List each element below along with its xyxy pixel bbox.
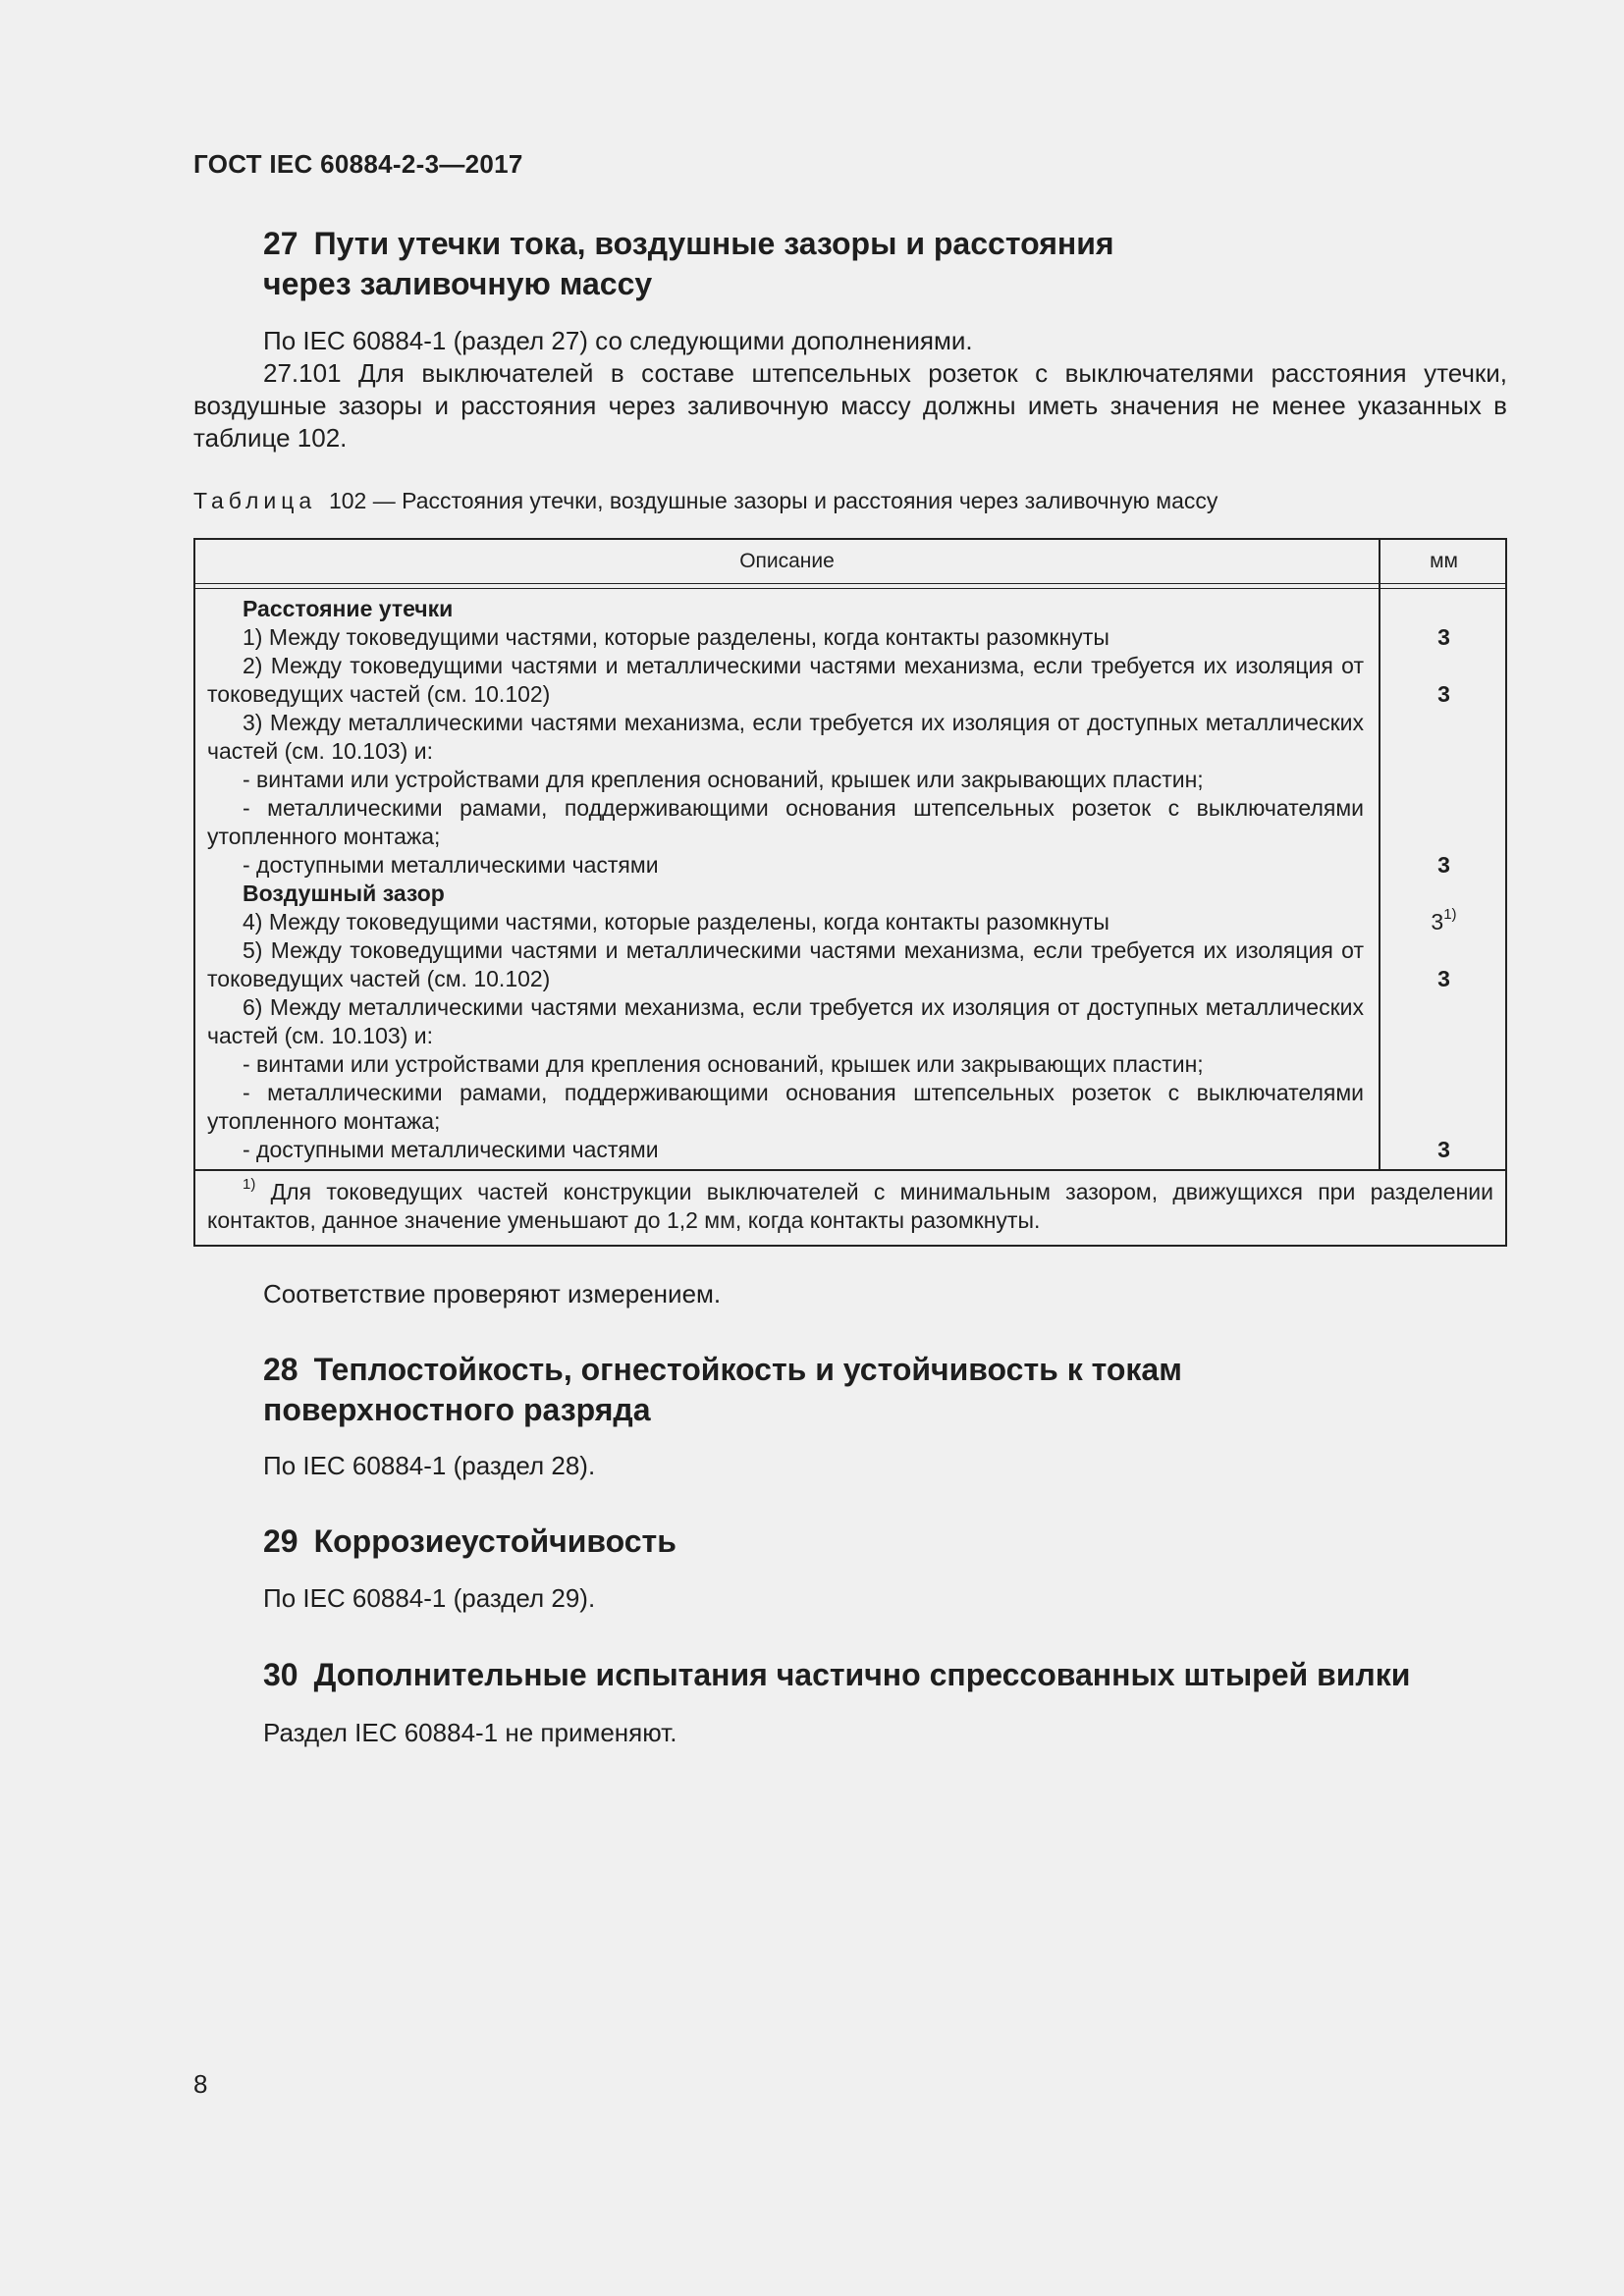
table-row-description: 1) Между токоведущими частями, которые разделены, когда контакты разомкнуты	[243, 624, 1110, 650]
footnote-mark: 1)	[243, 1176, 256, 1194]
table-caption	[193, 487, 1218, 514]
table-caption-word: Таблица	[193, 488, 317, 513]
table-row-value	[1380, 965, 1507, 993]
section-number: 27	[263, 226, 298, 261]
section-title-line2: поверхностного разряда	[263, 1392, 651, 1427]
table-row-description: 3) Между металлическими частями механизма, если требуется их изоляция от доступных металлических частей (см. 10.103) и:	[207, 710, 1364, 764]
table-row-description: - винтами или устройствами для крепления оснований, крышек или закрывающих пластин;	[243, 767, 1204, 792]
value-number: 3	[1437, 681, 1450, 707]
table-row-value-empty	[1380, 1079, 1507, 1107]
table-value-column	[1380, 595, 1507, 1164]
table-row-description: 4) Между токоведущими частями, которые разделены, когда контакты разомкнуты	[243, 909, 1110, 934]
table-row-description: - доступными металлическими частями	[243, 852, 659, 878]
section-title-line1: Пути утечки тока, воздушные зазоры и расстояния	[313, 226, 1114, 261]
section-title: Дополнительные испытания частично спрессованных штырей вилки	[313, 1657, 1411, 1692]
table-description-column	[207, 595, 1364, 1164]
table-row-value-empty	[1380, 737, 1507, 766]
table-row-value	[1380, 680, 1507, 709]
table-row-value-empty	[1380, 880, 1507, 908]
table-row-value-empty	[1380, 823, 1507, 851]
section-30-title	[263, 1655, 1540, 1695]
footnote-text: Для токоведущих частей конструкции выключателей с минимальным зазором, движущихся при разделении контактов, данное значение уменьшают до 1,2 мм, когда контакты разомкнуты.	[207, 1179, 1493, 1233]
table-footnote	[207, 1178, 1493, 1235]
paragraph: 27.101 Для выключателей в составе штепсельных розеток с выключателями расстояния утечки, воздушные зазоры и расстояния через заливочную массу должны иметь значения не менее указанных в таблице 102.	[193, 358, 1507, 453]
table-row-description: 6) Между металлическими частями механизма, если требуется их изоляция от доступных металлических частей (см. 10.103) и:	[207, 994, 1364, 1048]
value-number: 3	[1437, 624, 1450, 650]
table-row-description: 5) Между токоведущими частями и металлическими частями механизма, если требуется их изоляция от токоведущих частей (см. 10.102)	[207, 937, 1364, 991]
value-number: 3	[1437, 966, 1450, 991]
conformity-statement: Соответствие проверяют измерением.	[263, 1279, 722, 1308]
section-27-body	[193, 325, 1507, 454]
page-number: 8	[193, 2069, 208, 2099]
table-row-value-empty	[1380, 936, 1507, 965]
paragraph: По IEC 60884-1 (раздел 29).	[263, 1583, 596, 1613]
table-row-description: 2) Между токоведущими частями и металлическими частями механизма, если требуется их изоляция от токоведущих частей (см. 10.102)	[207, 653, 1364, 707]
table-group-heading: Воздушный зазор	[243, 881, 445, 906]
section-title-line2: через заливочную массу	[263, 266, 653, 301]
table-caption-text: 102 — Расстояния утечки, воздушные зазоры и расстояния через заливочную массу	[328, 488, 1218, 513]
column-header-unit: мм	[1430, 550, 1458, 572]
table-row-description: - доступными металлическими частями	[243, 1137, 659, 1162]
section-29-title	[263, 1522, 1540, 1562]
column-header-description: Описание	[739, 550, 835, 572]
section-number: 29	[263, 1523, 298, 1559]
table-row-value-empty	[1380, 1050, 1507, 1079]
table-row-value-empty	[1380, 1107, 1507, 1136]
header-divider	[195, 588, 1505, 589]
paragraph: По IEC 60884-1 (раздел 27) со следующими дополнениями.	[263, 326, 973, 355]
header-divider	[195, 583, 1505, 584]
table-row-value-empty	[1380, 794, 1507, 823]
table-row-value-empty	[1380, 595, 1507, 623]
document-id-header: ГОСТ IEC 60884-2-3—2017	[193, 149, 523, 179]
value-footnote-mark: 1)	[1443, 906, 1457, 924]
table-row-value	[1380, 623, 1507, 652]
value-number: 3	[1437, 852, 1450, 878]
section-number: 30	[263, 1657, 298, 1692]
value-number: 3	[1431, 909, 1444, 934]
section-27-title	[263, 224, 1540, 304]
paragraph: Раздел IEC 60884-1 не применяют.	[263, 1718, 677, 1747]
table-row-value	[1380, 908, 1507, 936]
table-row-value-empty	[1380, 709, 1507, 737]
table-row-description: - металлическими рамами, поддерживающими основания штепсельных розеток с выключателями утопленного монтажа;	[207, 1080, 1364, 1134]
table-row-value-empty	[1380, 766, 1507, 794]
footnote-divider	[195, 1169, 1505, 1171]
value-number: 3	[1437, 1137, 1450, 1162]
table-row-description: - металлическими рамами, поддерживающими основания штепсельных розеток с выключателями утопленного монтажа;	[207, 795, 1364, 849]
table-group-heading: Расстояние утечки	[243, 596, 454, 621]
table-102	[193, 538, 1507, 1247]
section-28-title	[263, 1350, 1540, 1430]
section-number: 28	[263, 1352, 298, 1387]
table-row-value	[1380, 1136, 1507, 1164]
section-title-line1: Теплостойкость, огнестойкость и устойчивость к токам	[313, 1352, 1182, 1387]
table-row-value-empty	[1380, 652, 1507, 680]
table-row-value	[1380, 851, 1507, 880]
table-row-value-empty	[1380, 1022, 1507, 1050]
table-row-value-empty	[1380, 993, 1507, 1022]
table-row-description: - винтами или устройствами для крепления оснований, крышек или закрывающих пластин;	[243, 1051, 1204, 1077]
paragraph: По IEC 60884-1 (раздел 28).	[263, 1451, 596, 1480]
section-title: Коррозиеустойчивость	[313, 1523, 677, 1559]
